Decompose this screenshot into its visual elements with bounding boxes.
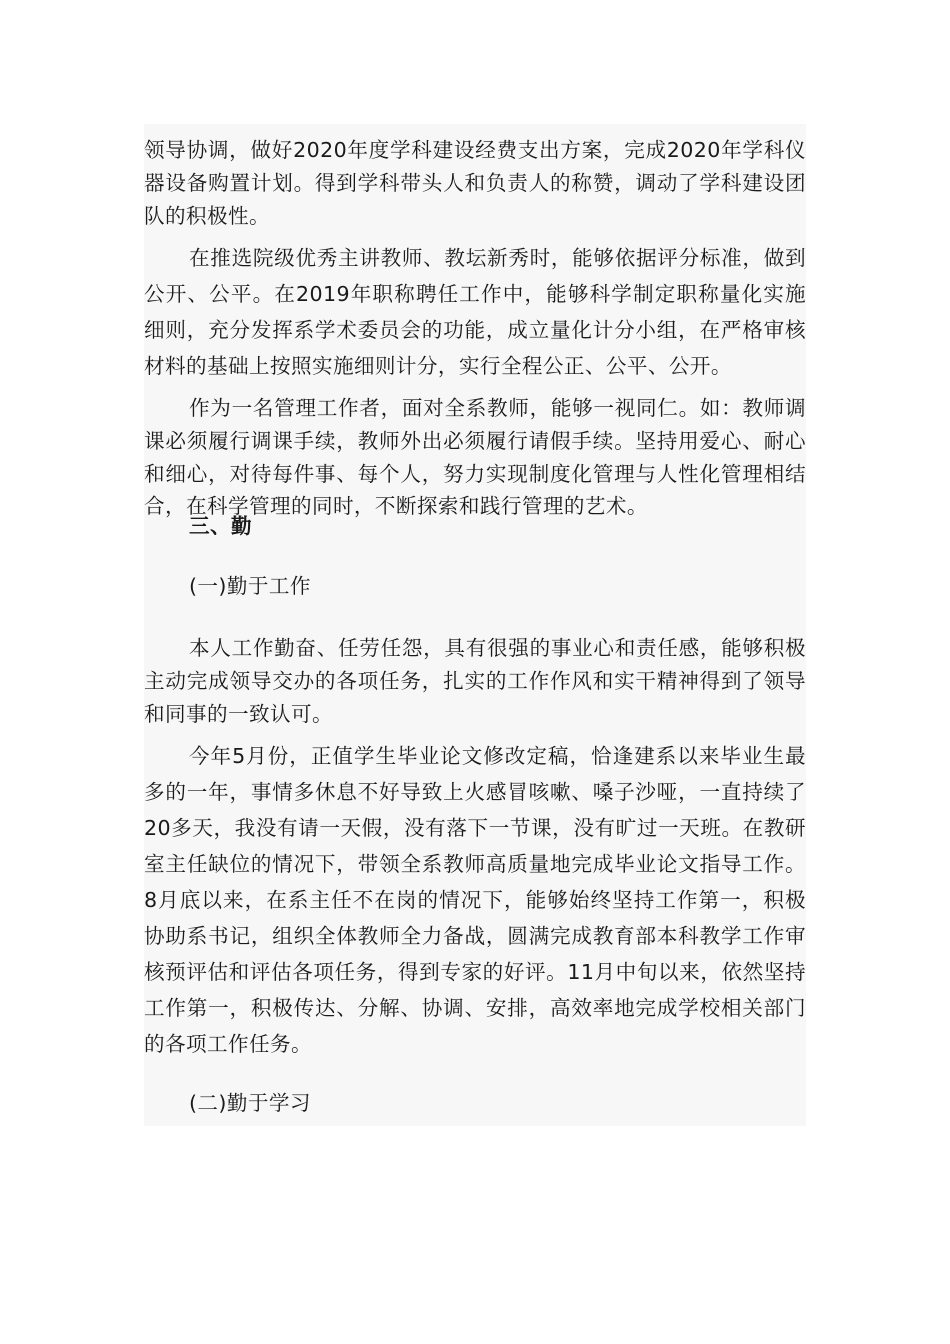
section-heading-diligence: 三、勤: [189, 514, 252, 538]
paragraph-evaluation: 在推选院级优秀主讲教师、教坛新秀时，能够依据评分标准，做到公开、公平。在2019年职称聘任工作中，能够科学制定职称量化实施细则，充分发挥系学术委员会的功能，成立量化计分小组，在严格审核材料的基础上按照实施细则计分，实行全程公正、公平、公开。: [144, 246, 806, 378]
paragraph-discipline-budget: 领导协调，做好2020年度学科建设经费支出方案，完成2020年学科仪器设备购置计划。得到学科带头人和负责人的称赞，调动了学科建设团队的积极性。: [144, 138, 806, 228]
subheading-diligent-work: (一)勤于工作: [189, 574, 311, 598]
paragraph-work-attitude: 本人工作勤奋、任劳任怨，具有很强的事业心和责任感，能够积极主动完成领导交办的各项任务，扎实的工作作风和实干精神得到了领导和同事的一致认可。: [144, 636, 806, 726]
subheading-diligent-study: (二)勤于学习: [189, 1091, 311, 1115]
paragraph-work-details: 今年5月份，正值学生毕业论文修改定稿，恰逢建系以来毕业生最多的一年，事情多休息不好导致上火感冒咳嗽、嗓子沙哑，一直持续了20多天，我没有请一天假，没有落下一节课，没有旷过一天班。在教研室主任缺位的情况下，带领全系教师高质量地完成毕业论文指导工作。8月底以来，在系主任不在岗的情况下，能够始终坚持工作第一，积极协助系书记，组织全体教师全力备战，圆满完成教育部本科教学工作审核预评估和评估各项任务，得到专家的好评。11月中旬以来，依然坚持工作第一，积极传达、分解、协调、安排，高效率地完成学校相关部门的各项工作任务。: [144, 744, 806, 1056]
paragraph-management: 作为一名管理工作者，面对全系教师，能够一视同仁。如：教师调课必须履行调课手续，教师外出必须履行请假手续。坚持用爱心、耐心和细心，对待每件事、每个人，努力实现制度化管理与人性化管理相结合，在科学管理的同时，不断探索和践行管理的艺术。: [144, 396, 806, 519]
